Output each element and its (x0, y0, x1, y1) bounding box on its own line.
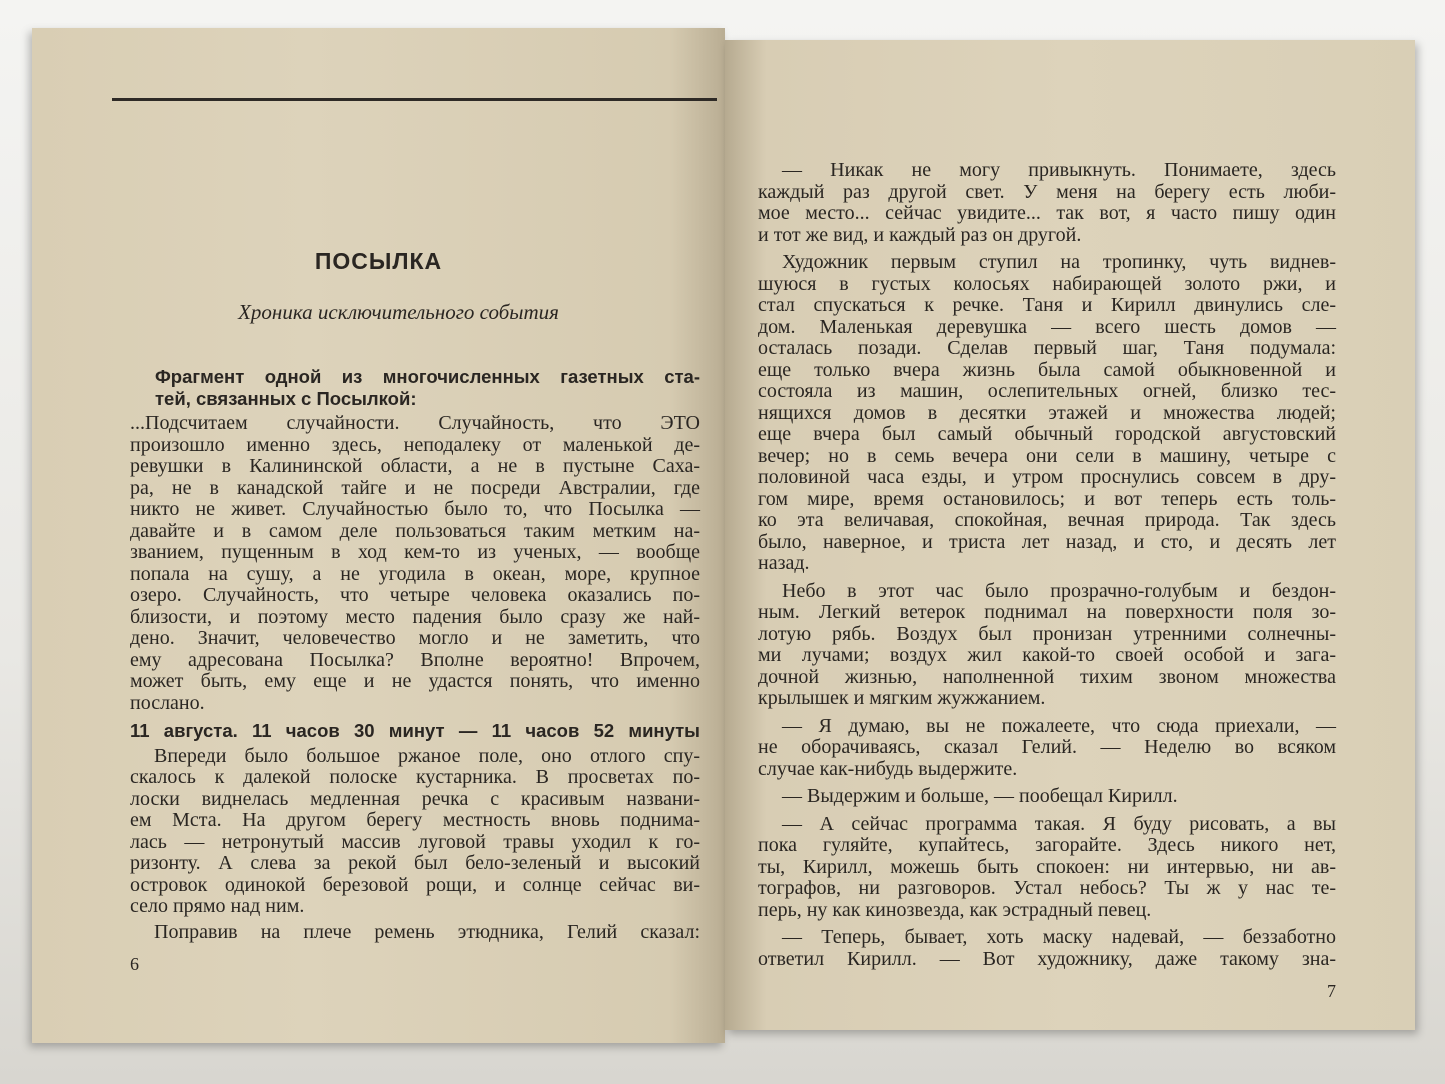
text-line: село прямо над ним. (130, 895, 305, 917)
text-line: островок одинокой березовой рощи, и солнце сейчас ви- (130, 873, 700, 896)
narrative-paragraph (130, 746, 700, 918)
left-page-text (130, 366, 700, 975)
text-line: не оборачиваясь, сказал Гелий. — Неделю во всяком (758, 736, 1336, 758)
text-line: шуюся в густых колосьях набирающей золото ржи, и (758, 272, 1336, 295)
newspaper-fragment (130, 413, 700, 714)
right-page (725, 40, 1415, 1030)
text-line: тографов, ни разговоров. Устал небось? Ты ж у нас те- (758, 877, 1336, 899)
text-line: тей, связанных с Посылкой: (155, 387, 417, 409)
text-line: мое место... сейчас увидите... так вот, я часто пишу один (758, 202, 1336, 224)
text-line: еще только вчера жизнь была самой обыкновенной и (758, 358, 1336, 381)
text-line: ми лучами; воздух жил какой-то своей особой и зага- (758, 644, 1336, 666)
text-line: может быть, ему еще и не удастся понять, что именно (130, 670, 700, 692)
text-line: озеро. Случайность, что четыре человека оказались по- (130, 584, 700, 606)
paragraph (155, 366, 700, 409)
text-line: скалось к далекой полоске кустарника. В просветах по- (130, 766, 700, 788)
text-line: Фрагмент одной из многочисленных газетных ста- (155, 366, 700, 387)
text-line: попала на сушу, а не угодила в океан, море, крупное (130, 562, 700, 585)
text-line: — Я думаю, вы не пожалеете, что сюда приехали, — (782, 714, 1336, 737)
text-line: ем Мста. На другом берегу местность вновь поднима- (130, 809, 700, 831)
paragraph (758, 786, 1336, 808)
text-line: давайте и в самом деле пользоваться таким метким на- (130, 519, 700, 542)
text-line: лотую рябь. Воздух был пронизан утренними солнечны- (758, 622, 1336, 645)
header-rule (112, 98, 717, 101)
text-line: ...Подсчитаем случайности. Случайность, что ЭТО (130, 412, 700, 434)
text-line: крылышек и мягким жужжанием. (758, 687, 1046, 709)
story-title: ПОСЫЛКА (314, 248, 443, 274)
text-line: дено. Значит, человечество могло и не заметить, что (130, 627, 700, 649)
right-page-column (758, 160, 1336, 1002)
page-number: 6 (130, 954, 139, 974)
text-line: назад. (758, 552, 810, 574)
text-line: нящихся домов в десятки этажей и множества людей; (758, 401, 1336, 424)
text-line: Небо в этот час было прозрачно-голубым и бездон- (782, 579, 1336, 602)
story-subtitle: Хроника исключительного события (238, 300, 559, 324)
text-line: было, наверное, и триста лет назад, и сто, и десять лет (758, 530, 1336, 553)
text-line: ревушки в Калининской области, а не в пустыне Саха- (130, 455, 700, 477)
paragraph (758, 716, 1336, 781)
text-line: лоски виднелась медленная речка с красивым названи- (130, 787, 700, 810)
text-line: Впереди было большое ржаное поле, оно отлого спу- (154, 744, 700, 767)
paragraph (758, 252, 1336, 575)
text-line: произошло именно здесь, неподалеку от маленькой де- (130, 433, 700, 456)
text-line: пока гуляйте, купайтесь, загорайте. Здесь никого нет, (758, 834, 1336, 856)
text-line: ным. Легкий ветерок поднимал на поверхности поля зо- (758, 601, 1336, 623)
fragment-intro (130, 366, 700, 409)
text-line: каждый раз другой свет. У меня на берегу есть люби- (758, 180, 1336, 203)
text-line: случае как-нибудь выдержите. (758, 757, 1018, 780)
text-line: половиной часа езды, и утром проснулись совсем в дру- (758, 466, 1336, 488)
text-line: вечер; но в семь вечера они сели в машину, четыре с (758, 444, 1336, 467)
paragraph (758, 814, 1336, 922)
right-page-text (758, 160, 1336, 970)
text-line: и тот же вид, и каждый раз он другой. (758, 223, 1082, 246)
text-line: — Никак не могу привыкнуть. Понимаете, здесь (782, 159, 1336, 181)
text-line: ко эта величавая, спокойная, вечная природа. Так здесь (758, 509, 1336, 531)
text-line: — Теперь, бывает, хоть маску надевай, — беззаботно (782, 926, 1336, 948)
text-line: Поправив на плече ремень этюдника, Гелий сказал: (154, 920, 700, 943)
text-line: званием, пущенным в ход кем-то из ученых, — вообще (130, 541, 700, 563)
paragraph (758, 581, 1336, 710)
text-line: дом. Маленькая деревушка — всего шесть домов — (758, 315, 1336, 338)
paragraph (758, 927, 1336, 970)
time-heading (130, 720, 700, 742)
text-line: — А сейчас программа такая. Я буду рисовать, а вы (782, 812, 1336, 835)
page-number: 7 (1327, 981, 1336, 1001)
text-line: Художник первым ступил на тропинку, чуть виднев- (782, 251, 1336, 273)
text-line: дочной жизнью, наполненной тихим звоном множества (758, 665, 1336, 688)
paragraph (758, 160, 1336, 246)
text-line: гом мире, время остановилось; и вот теперь есть толь- (758, 487, 1336, 510)
text-line: никто не живет. Случайностью было то, что Посылка — (130, 498, 700, 520)
closing-paragraph (130, 922, 700, 944)
text-line: ему адресована Посылка? Вполне вероятно! Впрочем, (130, 648, 700, 671)
text-line: осталась позади. Сделав первый шаг, Таня подумала: (758, 337, 1336, 359)
time-heading-text: 11 августа. 11 часов 30 минут — 11 часов 52 минуты (130, 720, 700, 741)
text-line: еще вчера был самый обычный городской августовский (758, 423, 1336, 445)
text-line: ответил Кирилл. — Вот художнику, даже такому зна- (758, 947, 1336, 970)
paragraph (130, 746, 700, 918)
text-line: лась — нетронутый массив луговой травы уходил к го- (130, 830, 700, 853)
text-line: ты, Кирилл, можешь быть спокоен: ни интервью, ни ав- (758, 855, 1336, 878)
text-line: послано. (130, 691, 205, 714)
left-page (32, 28, 725, 1043)
text-line: близости, и поэтому место падения было сразу же най- (130, 605, 700, 628)
text-line: — Выдержим и больше, — пообещал Кирилл. (782, 785, 1178, 807)
text-line: ра, не в канадской тайге и не посреди Австралии, где (130, 476, 700, 499)
text-line: состояла из машин, ослепительных огней, близко тес- (758, 380, 1336, 402)
text-line: ризонту. А слева за рекой был бело-зеленый и высокий (130, 852, 700, 874)
paragraph (130, 922, 700, 944)
text-line: стал спускаться к речке. Таня и Кирилл двинулись сле- (758, 294, 1336, 316)
paragraph (130, 413, 700, 714)
text-line: перь, ну как кинозвезда, как эстрадный певец. (758, 898, 1152, 921)
